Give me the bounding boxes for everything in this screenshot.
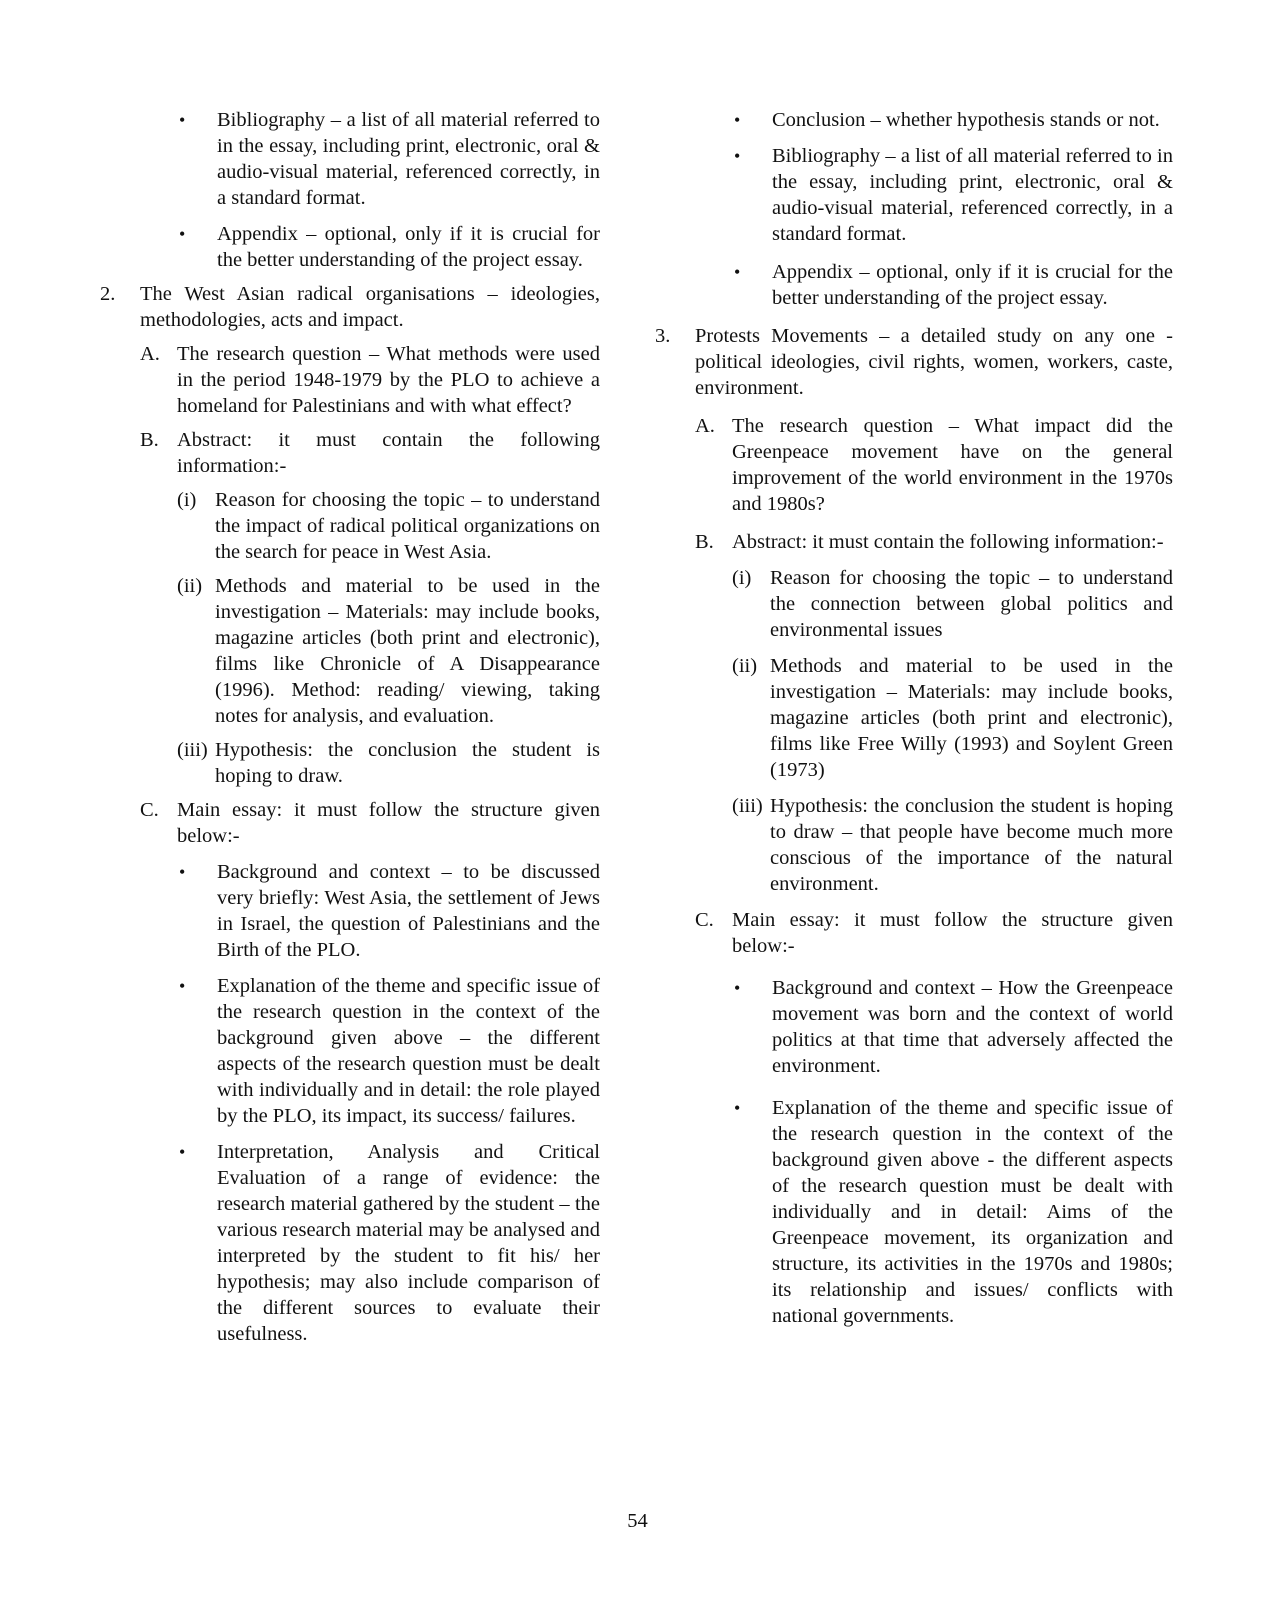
- bullet-marker: •: [734, 978, 741, 998]
- abstract-heading: [140, 427, 600, 479]
- bullet-item: [177, 859, 600, 963]
- alpha-marker: B.: [695, 531, 714, 553]
- abstract-subitem-text: Reason for choosing the topic – to understand the connection between global politics and environmental issues: [770, 567, 1173, 641]
- main-essay-heading: [695, 907, 1173, 959]
- section-item-2: [100, 281, 600, 333]
- section-number: 2.: [100, 283, 116, 305]
- research-question-text: The research question – What methods were used in the period 1948-1979 by the PLO to achieve a homeland for Palestinians and with what effect?: [177, 343, 600, 417]
- abstract-subitem: [177, 573, 600, 729]
- research-question-text: The research question – What impact did the Greenpeace movement have on the general improvement of the world environment in the 1970s and 1980s?: [732, 415, 1173, 515]
- roman-marker: (i): [177, 489, 197, 511]
- section-title: The West Asian radical organisations – ideologies, methodologies, acts and impact.: [140, 283, 600, 331]
- section-item-3: [655, 323, 1173, 401]
- bullet-marker: •: [179, 862, 186, 882]
- section-number: 3.: [655, 325, 671, 347]
- main-essay-text: Main essay: it must follow the structure given below:-: [177, 799, 600, 847]
- abstract-heading: [695, 529, 1173, 555]
- bullet-item: [732, 259, 1173, 311]
- main-essay-heading: [140, 797, 600, 849]
- alpha-marker: A.: [695, 415, 715, 437]
- abstract-text: Abstract: it must contain the following information:-: [177, 429, 600, 477]
- bullet-text: Interpretation, Analysis and Critical Evaluation of a range of evidence: the research material gathered by the student – the various research material may be analysed and interpreted by the student to fit his/ her hypothesis; may also include comparison of the different sources to evaluate their usefulness.: [217, 1141, 600, 1345]
- abstract-subitem-text: Methods and material to be used in the investigation – Materials: may include books, magazine articles (both print and electronic), films like Free Willy (1993) and Soylent Green (1973): [770, 655, 1173, 781]
- bullet-marker: •: [734, 146, 741, 166]
- roman-marker: (ii): [177, 575, 203, 597]
- roman-marker: (iii): [177, 739, 208, 761]
- bullet-text: Bibliography – a list of all material referred to in the essay, including print, electronic, oral & audio-visual material, referenced correctly, in a standard format.: [772, 145, 1173, 245]
- alpha-marker: B.: [140, 429, 159, 451]
- abstract-subitem: [177, 487, 600, 565]
- abstract-subitem: [732, 653, 1173, 783]
- research-question: [140, 341, 600, 419]
- bullet-marker: •: [179, 110, 186, 130]
- bullet-marker: •: [734, 1098, 741, 1118]
- bullet-item: [177, 107, 600, 211]
- bullet-item: [732, 1095, 1173, 1329]
- bullet-text: Explanation of the theme and specific issue of the research question in the context of the background given above – the different aspects of the research question must be dealt with individually and in detail: the role played by the PLO, its impact, its success/ failures.: [217, 975, 600, 1127]
- bullet-marker: •: [734, 262, 741, 282]
- abstract-text: Abstract: it must contain the following information:-: [732, 531, 1164, 553]
- bullet-item: [732, 975, 1173, 1079]
- alpha-marker: C.: [140, 799, 159, 821]
- page-number: 54: [627, 1510, 648, 1532]
- left-column: [100, 107, 600, 1347]
- bullet-text: Explanation of the theme and specific issue of the research question in the context of the background given above - the different aspects of the research question must be dealt with individually and in detail: Aims of the Greenpeace movement, its organization and structure, its activities in the 1970s and 1980s; its relationship and issues/ conflicts with national governments.: [772, 1097, 1173, 1327]
- bullet-item: [177, 1139, 600, 1347]
- bullet-marker: •: [179, 224, 186, 244]
- abstract-subitem-text: Hypothesis: the conclusion the student is hoping to draw.: [215, 739, 600, 787]
- alpha-marker: C.: [695, 909, 714, 931]
- abstract-subitem: [732, 793, 1173, 897]
- bullet-text: Conclusion – whether hypothesis stands or not.: [772, 109, 1160, 131]
- abstract-subitem-text: Reason for choosing the topic – to understand the impact of radical political organizations on the search for peace in West Asia.: [215, 489, 600, 563]
- research-question: [695, 413, 1173, 517]
- bullet-marker: •: [734, 110, 741, 130]
- bullet-marker: •: [179, 976, 186, 996]
- bullet-text: Bibliography – a list of all material referred to in the essay, including print, electronic, oral & audio-visual material, referenced correctly, in a standard format.: [217, 109, 600, 209]
- bullet-item: [732, 107, 1173, 133]
- roman-marker: (ii): [732, 655, 758, 677]
- abstract-subitem-text: Methods and material to be used in the investigation – Materials: may include books, magazine articles (both print and electronic), films like Chronicle of A Disappearance (1996). Method: reading/ viewing, taking notes for analysis, and evaluation.: [215, 575, 600, 727]
- roman-marker: (iii): [732, 795, 763, 817]
- roman-marker: (i): [732, 567, 752, 589]
- bullet-text: Background and context – How the Greenpeace movement was born and the context of world politics at that time that adversely affected the environment.: [772, 977, 1173, 1077]
- abstract-subitem-text: Hypothesis: the conclusion the student is hoping to draw – that people have become much more conscious of the importance of the natural environment.: [770, 795, 1173, 895]
- bullet-item: [177, 221, 600, 273]
- main-essay-text: Main essay: it must follow the structure given below:-: [732, 909, 1173, 957]
- bullet-item: [732, 143, 1173, 247]
- bullet-text: Appendix – optional, only if it is crucial for the better understanding of the project essay.: [772, 261, 1173, 309]
- alpha-marker: A.: [140, 343, 160, 365]
- section-title: Protests Movements – a detailed study on any one - political ideologies, civil rights, women, workers, caste, environment.: [695, 325, 1173, 399]
- bullet-text: Appendix – optional, only if it is crucial for the better understanding of the project essay.: [217, 223, 600, 271]
- abstract-subitem: [177, 737, 600, 789]
- bullet-item: [177, 973, 600, 1129]
- bullet-text: Background and context – to be discussed very briefly: West Asia, the settlement of Jews in Israel, the question of Palestinians and the Birth of the PLO.: [217, 861, 600, 961]
- abstract-subitem: [732, 565, 1173, 643]
- right-column: [655, 107, 1173, 1329]
- bullet-marker: •: [179, 1142, 186, 1162]
